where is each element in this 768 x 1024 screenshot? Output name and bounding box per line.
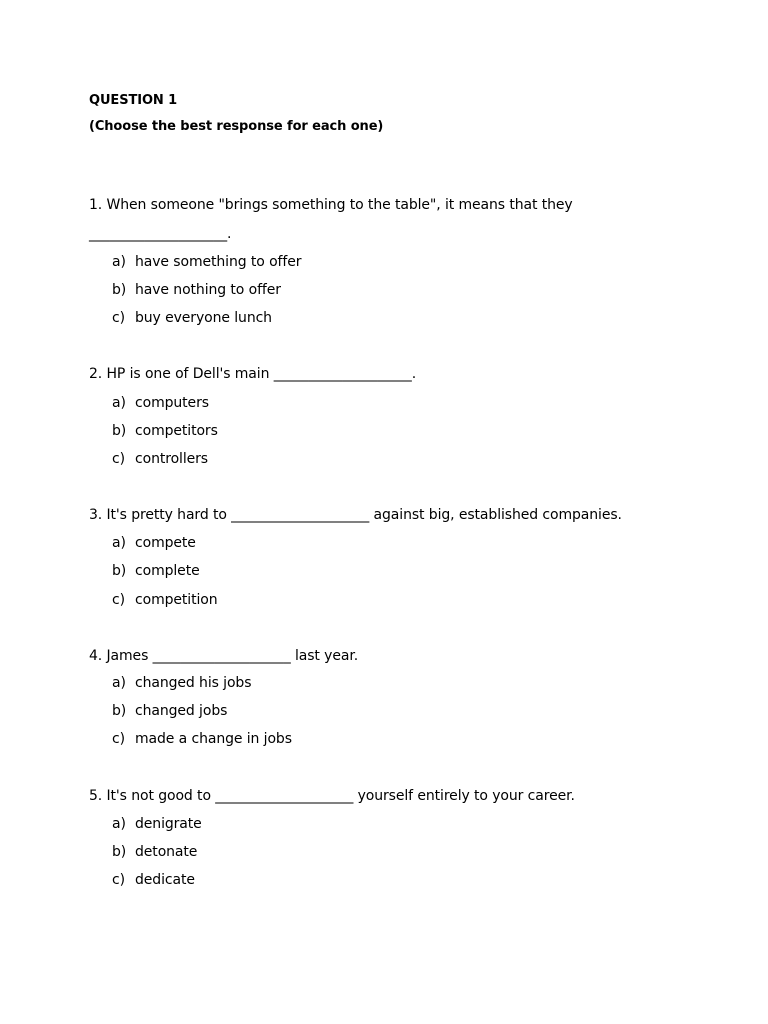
question-5-option-a: [112, 816, 202, 832]
option-text: competition: [135, 592, 218, 608]
option-text: have something to offer: [135, 254, 302, 270]
question-4-option-b: [112, 703, 227, 719]
question-1-option-c: [112, 310, 272, 326]
option-letter: a): [112, 535, 126, 551]
option-letter: c): [112, 310, 125, 326]
question-1-text: 1. When someone "brings something to the table", it means that they: [89, 197, 573, 213]
question-4-option-c: [112, 731, 292, 747]
option-letter: a): [112, 816, 126, 832]
option-text: controllers: [135, 451, 208, 467]
section-title: QUESTION 1: [89, 93, 178, 108]
question-5-option-c: [112, 872, 195, 888]
option-text: have nothing to offer: [135, 282, 281, 298]
question-2-option-a: [112, 395, 209, 411]
question-2-text: 2. HP is one of Dell's main ____________________.: [89, 366, 417, 382]
question-1-blank: ____________________.: [89, 226, 232, 242]
option-letter: a): [112, 675, 126, 691]
question-5-text: 5. It's not good to ____________________ yourself entirely to your career.: [89, 788, 575, 804]
option-letter: b): [112, 703, 127, 719]
option-text: dedicate: [135, 872, 195, 888]
option-letter: c): [112, 731, 125, 747]
option-letter: a): [112, 395, 126, 411]
option-letter: b): [112, 844, 127, 860]
option-text: denigrate: [135, 816, 202, 832]
question-3-option-c: [112, 592, 218, 608]
option-text: changed jobs: [135, 703, 228, 719]
question-4-option-a: [112, 675, 251, 691]
question-5-option-b: [112, 844, 197, 860]
question-3-text: 3. It's pretty hard to ____________________ against big, established companies.: [89, 507, 622, 523]
option-letter: a): [112, 254, 126, 270]
question-4-text: 4. James ____________________ last year.: [89, 648, 359, 664]
instructions: (Choose the best response for each one): [89, 119, 384, 134]
option-letter: c): [112, 451, 125, 467]
option-text: compete: [135, 535, 196, 551]
option-text: made a change in jobs: [135, 731, 292, 747]
option-text: computers: [135, 395, 209, 411]
option-letter: c): [112, 872, 125, 888]
option-text: detonate: [135, 844, 198, 860]
option-letter: b): [112, 423, 127, 439]
option-letter: b): [112, 282, 127, 298]
question-3-option-a: [112, 535, 196, 551]
option-letter: c): [112, 592, 125, 608]
question-2-option-b: [112, 423, 218, 439]
question-2-option-c: [112, 451, 208, 467]
question-1-option-b: [112, 282, 281, 298]
option-letter: b): [112, 563, 127, 579]
option-text: changed his jobs: [135, 675, 252, 691]
question-1-option-a: [112, 254, 301, 270]
option-text: buy everyone lunch: [135, 310, 272, 326]
option-text: complete: [135, 563, 200, 579]
question-3-option-b: [112, 563, 200, 579]
option-text: competitors: [135, 423, 218, 439]
